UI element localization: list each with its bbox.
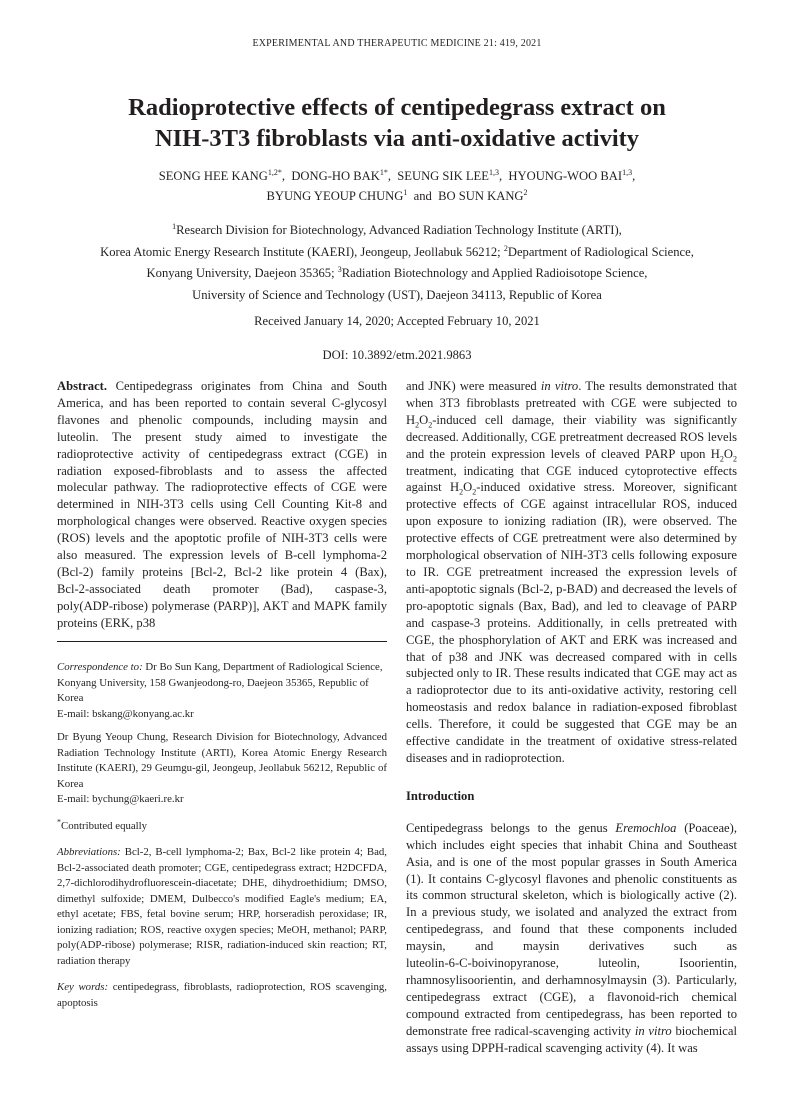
- key-words-text: centipedegrass, fibroblasts, radioprotection, ROS scavenging, apoptosis: [57, 981, 387, 1009]
- contribution-text: Contributed equally: [61, 819, 148, 832]
- correspondence-email[interactable]: E‑mail: bskang@konyang.ac.kr: [57, 707, 194, 720]
- title-line-1: Radioprotective effects of centipedegrass extract on: [128, 94, 666, 121]
- author-affil-marker: 1,2*: [267, 167, 282, 177]
- author-affil-marker: 2: [523, 187, 528, 197]
- affil-marker: 2: [503, 243, 508, 253]
- subscript: 2: [719, 454, 724, 464]
- author-list: SEONG HEE $KANG^{1,2*}$, DONG-HO $BAK^{1*}$, SEUNG SIK LEE$^{1,3}$, HYOUNG-WOO BAI$^{1,3}$, BYUNG YEOUP CHUNG$^1$ and BO SUN KANG$^2$: [158, 167, 636, 203]
- key-words-label: Key words:: [57, 981, 109, 993]
- correspondence-text: Dr Bo Sun Kang, Department of Radiological Science, Konyang University, 158 Gwanjeodong‑ro, Daejeon 35365, Republic of Korea: [57, 661, 383, 704]
- intro-text: biochemical assays using DPPH‑radical scavenging activity (4). It was: [406, 1023, 737, 1055]
- abstract-right: [406, 378, 737, 767]
- key-words: [57, 980, 387, 1011]
- abstract-label: Abstract.: [57, 379, 108, 393]
- subscript: 2: [733, 454, 737, 464]
- affil-line: Korea Atomic Energy Research Institute (KAERI), Jeongeup, Jeollabuk 56212;: [100, 244, 504, 259]
- abstract-text: treatment, indicating that CGE induced cytoprotective effects against H: [406, 463, 737, 495]
- author-conjunction: and: [413, 189, 432, 203]
- contribution-marker: *: [57, 816, 61, 826]
- affil-marker: 3: [337, 264, 342, 274]
- running-head: EXPERIMENTAL AND THERAPEUTIC MEDICINE 21: 419, 2021: [252, 38, 542, 49]
- intro-text: Centipedegrass belongs to the genus: [406, 820, 616, 835]
- footnotes: [57, 660, 387, 1011]
- introduction-paragraph: [406, 820, 737, 1057]
- left-column: [57, 378, 387, 632]
- author-affil-marker: 1*: [379, 167, 388, 177]
- correspondence-1: [57, 660, 387, 722]
- correspondence-email[interactable]: E‑mail: bychung@kaeri.re.kr: [57, 793, 184, 805]
- subscript: 2: [459, 487, 464, 497]
- abbreviations: [57, 845, 387, 969]
- affil-marker: 1: [172, 221, 177, 231]
- received-dates: Received January 14, 2020; Accepted February 10, 2021: [254, 314, 540, 328]
- abbreviations-label: Abbreviations:: [57, 846, 121, 858]
- author-name: DONG-HO BAK: [291, 169, 380, 183]
- author-affil-marker: 1,3: [488, 167, 499, 177]
- abstract-text: ‑induced cell damage, their viability was significantly decreased. Additionally, CGE pretreatment decreased ROS levels and the protein expression levels of cleaved PARP upon H: [406, 412, 737, 461]
- author-name: HYOUNG-WOO BAI: [508, 169, 623, 183]
- title-line-2: NIH-3T3 fibroblasts via anti-oxidative activity: [154, 125, 640, 152]
- affil-line: Radiation Biotechnology and Applied Radioisotope Science,: [341, 266, 648, 280]
- abstract-text: . The results demonstrated that when 3T3 fibroblasts pretreated with CGE were subjected to H: [406, 379, 737, 427]
- affil-line: University of Science and Technology (UST), Daejeon 34113, Republic of Korea: [192, 287, 602, 302]
- abstract-text: ‑induced oxidative stress. Moreover, significant protective effects of CGE against intracellular ROS, induced upon exposure to ionizing radiation (IR), were observed. The protective effects of CGE pretreatment were also determined by morphological observation of NIH‑3T3 cells following exposure to IR. CGE pretreatment increased the expression levels of anti‑apoptotic signals (Bcl‑2, p‑BAD) and decreased the levels of pro‑apoptotic signals (Bax, Bad), and led to cleavage of PARP and caspase‑3 proteins. Additionally, in cells pretreated with CGE, the phosphorylation of AKT and ERK was increased and that of p38 and JNK was decreased compared with in cells subjected only to IR. These results indicated that CGE may act as a radioprotector due to its anti‑oxidative activity, restoring cell homeostasis and redox balance in radiation‑exposed fibroblast cells. Therefore, it could be suggested that CGE may be an effective candidate in the treatment of oxidative stress‑related diseases and in radioprotection.: [406, 480, 737, 765]
- intro-text: (Poaceae), which includes eight species that inhabit China and Southeast Asia, and is one of the most popular grasses in South America (1). It contains C‑glycosyl flavones and phenolic constituents as its common structural skeleton, which is biologically active (2). In a previous study, we isolated and analyzed the extract from centipedegrass, and found that these components included maysin, and maysin derivatives such as luteolin‑6‑C‑boivinopyranose, luteolin, Isoorientin, rhamnosylisoorientin, and derhamnosylmaysin (3). Particularly, centipedegrass extract (CGE), a flavonoid‑rich chemical compound extracted from centipedegrass, has been reported to demonstrate free radical‑scavenging activity: [406, 820, 737, 1038]
- author-name: BO SUN KANG: [438, 189, 524, 203]
- subscript: 2: [415, 420, 420, 430]
- doi[interactable]: DOI: 10.3892/etm.2021.9863: [322, 348, 472, 362]
- intro-italic: in vitro: [634, 1023, 672, 1038]
- subscript: 2: [472, 487, 477, 497]
- correspondence-2: [57, 730, 387, 808]
- contribution-note: [57, 816, 387, 835]
- abbreviations-text: Bcl‑2, B‑cell lymphoma‑2; Bax, Bcl‑2 like protein 4; Bad, Bcl‑2‑associated death promoter; CGE, centipedegrass extract; H2DCFDA, 2,7‑dichlorodihydrofluorescein‑diacetate; DHE, dihydroethidium; DMSO, dimethyl sulfoxide; DMEM, Dulbecco's modified Eagle's medium; EA, ethyl acetate; FBS, fetal bovine serum; HRP, horseradish peroxidase; IR, ionizing radiation; ROS, reactive oxygen species; MeOH, methanol; PARP, poly(ADP‑ribose) polymerase; RISR, radiation‑induced skin reaction; RT, radiation therapy: [57, 846, 387, 967]
- section-heading-introduction: Introduction: [406, 788, 475, 803]
- affil-line: Department of Radiological Science,: [507, 244, 694, 259]
- abstract-text: and JNK) were measured: [406, 379, 541, 393]
- abstract-text: O: [723, 446, 733, 461]
- correspondence-text: Dr Byung Yeoup Chung, Research Division for Biotechnology, Advanced Radiation Technology Institute (ARTI), Korea Atomic Energy Research Institute (KAERI), 29 Geumgu‑gil, Jeongeup, Jeollabuk 56212, Republic of Korea: [57, 731, 387, 790]
- abstract-text: O: [463, 480, 473, 495]
- footnote-divider: [57, 641, 387, 642]
- author-name: SEUNG SIK LEE: [397, 169, 489, 183]
- abstract-text: O: [419, 412, 429, 427]
- article-title: [60, 92, 734, 154]
- author-affil-marker: 1: [403, 187, 408, 197]
- abstract-left: [57, 378, 387, 632]
- affil-line: Research Division for Biotechnology, Advanced Radiation Technology Institute (ARTI),: [176, 223, 622, 237]
- author-name: SEONG HEE KANG: [158, 169, 268, 183]
- author-affil-marker: 1,3: [622, 167, 633, 177]
- author-name: BYUNG YEOUP CHUNG: [266, 189, 404, 203]
- affil-line: Konyang University, Daejeon 35365;: [146, 266, 338, 280]
- abstract-text: Centipedegrass originates from China and South America, and has been reported to contain several C‑glycosyl flavones and phenolic compounds, including maysin and luteolin. The present study aimed to investigate the radioprotective activity of centipedegrass extract (CGE) in radiation exposed‑fibroblasts and to assess the affected molecular pathway. The radioprotective effects of CGE were determined in NIH‑3T3 cells using Cell Counting Kit‑8 and morphological changes were observed. Reactive oxygen species (ROS) levels and the apoptotic profile of NIH‑3T3 cells were also measured. The expression levels of B‑cell lymphoma‑2 (Bcl‑2) family proteins [Bcl‑2, Bcl‑2 like protein 4 (Bax), Bcl‑2‑associated death promoter (Bad), caspase‑3, poly(ADP‑ribose) polymerase (PARP)], AKT and MAPK family proteins (ERK, p38: [57, 379, 387, 630]
- correspondence-label: Correspondence to:: [57, 661, 143, 673]
- right-column: [406, 378, 737, 1057]
- intro-italic: Eremochloa: [615, 820, 677, 835]
- subscript: 2: [428, 420, 433, 430]
- abstract-italic: in vitro: [540, 379, 579, 393]
- affiliations: [40, 220, 754, 306]
